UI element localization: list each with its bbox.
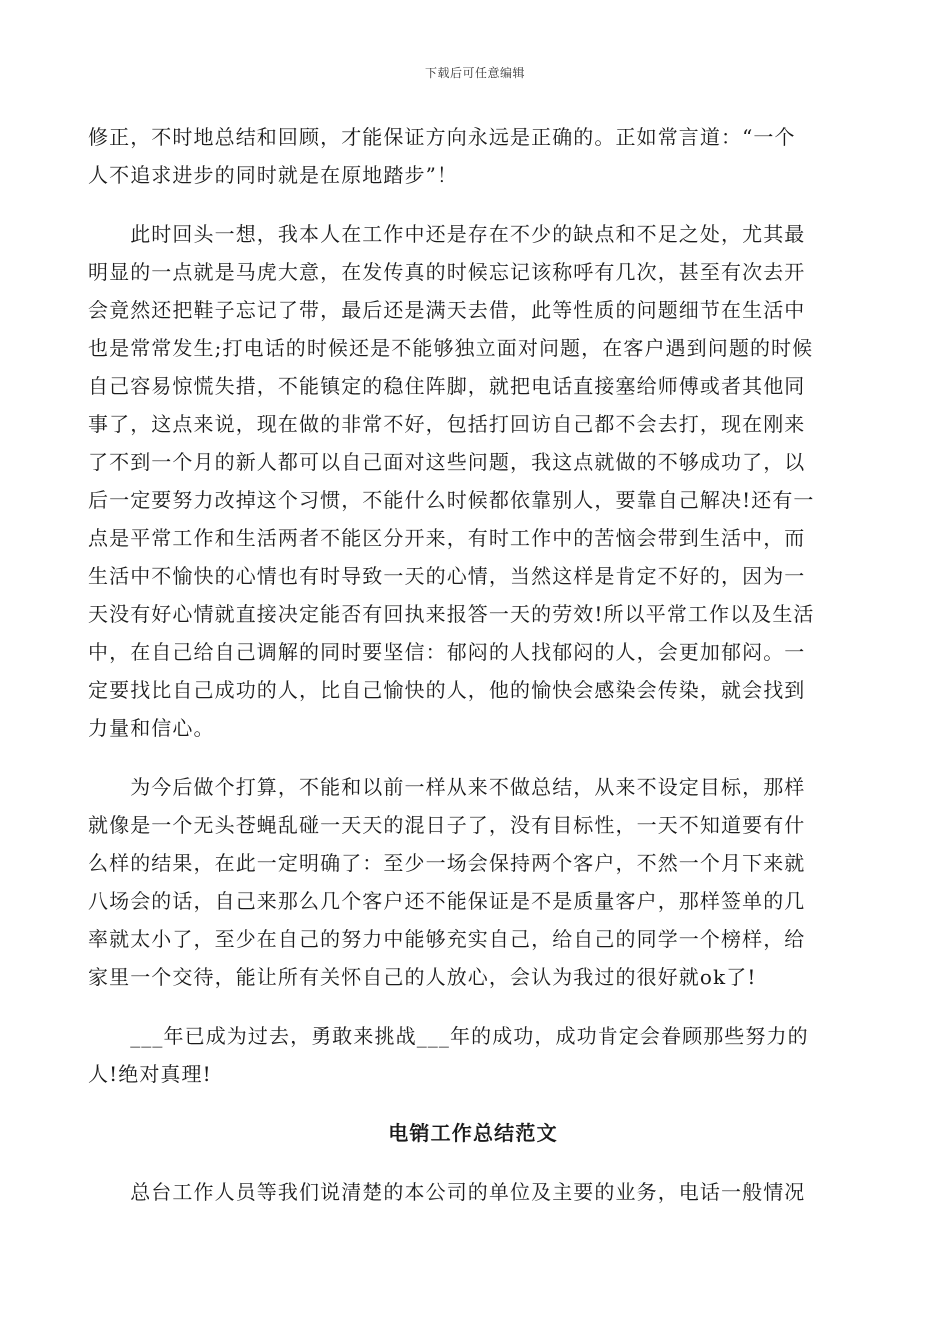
paragraph-gap <box>88 996 858 1017</box>
text-line: 力量和信心。 <box>88 716 215 740</box>
paragraph-2 <box>88 215 858 747</box>
text-line: 后一定要努力改掉这个习惯，不能什么时候都依靠别人，要靠自己解决!还有一 <box>88 488 815 512</box>
text-line: 事了，这点来说，现在做的非常不好，包括打回访自己都不会去打，现在刚来 <box>88 412 806 436</box>
paragraph-3 <box>88 768 858 996</box>
text-line: 就像是一个无头苍蝇乱碰一天天的混日子了，没有目标性，一天不知道要有什 <box>88 813 806 837</box>
text-line: 么样的结果，在此一定明确了：至少一场会保持两个客户，不然一个月下来就 <box>88 851 806 875</box>
document-body <box>88 118 858 1211</box>
text-line: 率就太小了，至少在自己的努力中能够充实自己，给自己的同学一个榜样，给 <box>88 927 806 951</box>
page-header: 下载后可任意编辑 <box>424 66 525 80</box>
text-line: 为今后做个打算，不能和以前一样从来不做总结，从来不设定目标，那样 <box>88 775 806 799</box>
text-line: 了不到一个月的新人都可以自己面对这些问题，我这点就做的不够成功了，以 <box>88 450 806 474</box>
text-line: 人不追求进步的同时就是在原地踏步”！ <box>88 163 459 187</box>
text-line: 自己容易惊慌失措，不能镇定的稳住阵脚，就把电话直接塞给师傅或者其他同 <box>88 374 806 398</box>
text-line: 总台工作人员等我们说清楚的本公司的单位及主要的业务，电话一般情况 <box>88 1180 806 1204</box>
paragraph-5 <box>88 1173 858 1211</box>
section-title: 电销工作总结范文 <box>388 1121 558 1145</box>
paragraph-gap <box>88 747 858 768</box>
text-line: 人!绝对真理! <box>88 1062 212 1086</box>
text-line: 八场会的话，自己来那么几个客户还不能保证是不是质量客户，那样签单的几 <box>88 889 806 913</box>
paragraph-4 <box>88 1017 858 1093</box>
text-line: 中，在自己给自己调解的同时要坚信：郁闷的人找郁闷的人，会更加郁闷。一 <box>88 640 806 664</box>
text-line: ___年已成为过去，勇敢来挑战___年的成功，成功肯定会眷顾那些努力的 <box>88 1024 809 1048</box>
paragraph-gap <box>88 194 858 215</box>
text-line: 也是常常发生;打电话的时候还是不能够独立面对问题，在客户遇到问题的时候 <box>88 336 814 360</box>
paragraph-1 <box>88 118 858 194</box>
text-line: 此时回头一想，我本人在工作中还是存在不少的缺点和不足之处，尤其最 <box>88 222 806 246</box>
text-line: 家里一个交待，能让所有关怀自己的人放心，会认为我过的很好就ok了! <box>88 965 757 989</box>
text-line: 修正，不时地总结和回顾，才能保证方向永远是正确的。正如常言道：“一个 <box>88 125 796 149</box>
text-line: 生活中不愉快的心情也有时导致一天的心情，当然这样是肯定不好的，因为一 <box>88 564 806 588</box>
text-line: 天没有好心情就直接决定能否有回执来报答一天的劳效!所以平常工作以及生活 <box>88 602 815 626</box>
paragraph-gap <box>88 1152 858 1173</box>
text-line: 点是平常工作和生活两者不能区分开来，有时工作中的苦恼会带到生活中，而 <box>88 526 806 550</box>
text-line: 定要找比自己成功的人，比自己愉快的人，他的愉快会感染会传染，就会找到 <box>88 678 806 702</box>
text-line: 会竟然还把鞋子忘记了带，最后还是满天去借，此等性质的问题细节在生活中 <box>88 298 806 322</box>
text-line: 明显的一点就是马虎大意，在发传真的时候忘记该称呼有几次，甚至有次去开 <box>88 260 806 284</box>
paragraph-gap <box>88 1093 858 1114</box>
